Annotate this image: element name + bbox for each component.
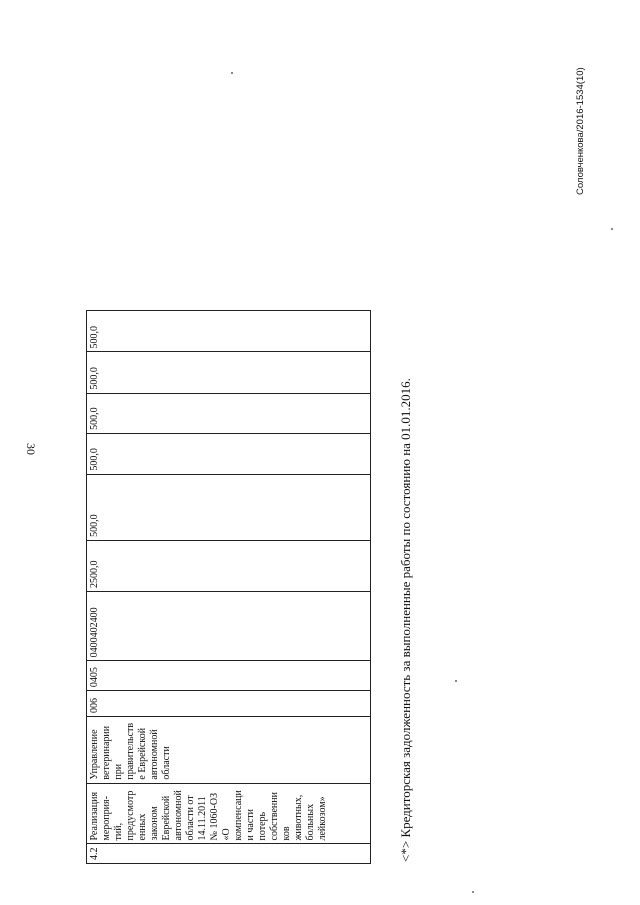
document-id: Соловченкова/2016-1534(10) (575, 67, 586, 195)
cell-year-3: 500,0 (87, 393, 371, 433)
cell-grbs: 006 (87, 691, 371, 717)
scan-speck (455, 680, 457, 682)
footnote: <*> Кредиторская задолженность за выполненные работы по состоянию на 01.01.2016. (398, 378, 413, 862)
cell-executor: Управление ветеринарии при правительств е Еврейской автономной области (87, 717, 371, 784)
table-row (87, 311, 371, 864)
cell-year-5: 500,0 (87, 311, 371, 352)
cell-year-4: 500,0 (87, 352, 371, 393)
cell-year-2: 500,0 (87, 433, 371, 474)
scan-speck (231, 72, 233, 74)
scan-speck (472, 891, 474, 893)
cell-row-number: 4.2 (87, 844, 371, 864)
cell-rzpr: 0405 (87, 661, 371, 691)
cell-year-1: 500,0 (87, 474, 371, 540)
cell-total: 2500,0 (87, 540, 371, 591)
page-number: 30 (24, 443, 38, 455)
scan-speck (611, 228, 613, 230)
cell-measure-name: Реализация мероприя- тий, предусмотр енных законом Еврейской автономной области от 14.11.2011 № 1060-ОЗ «О компенсаци и части потерь собственни ков животных, больных лейкозом» (87, 783, 371, 844)
funding-table (86, 310, 371, 864)
cell-csr: 0400402400 (87, 592, 371, 661)
